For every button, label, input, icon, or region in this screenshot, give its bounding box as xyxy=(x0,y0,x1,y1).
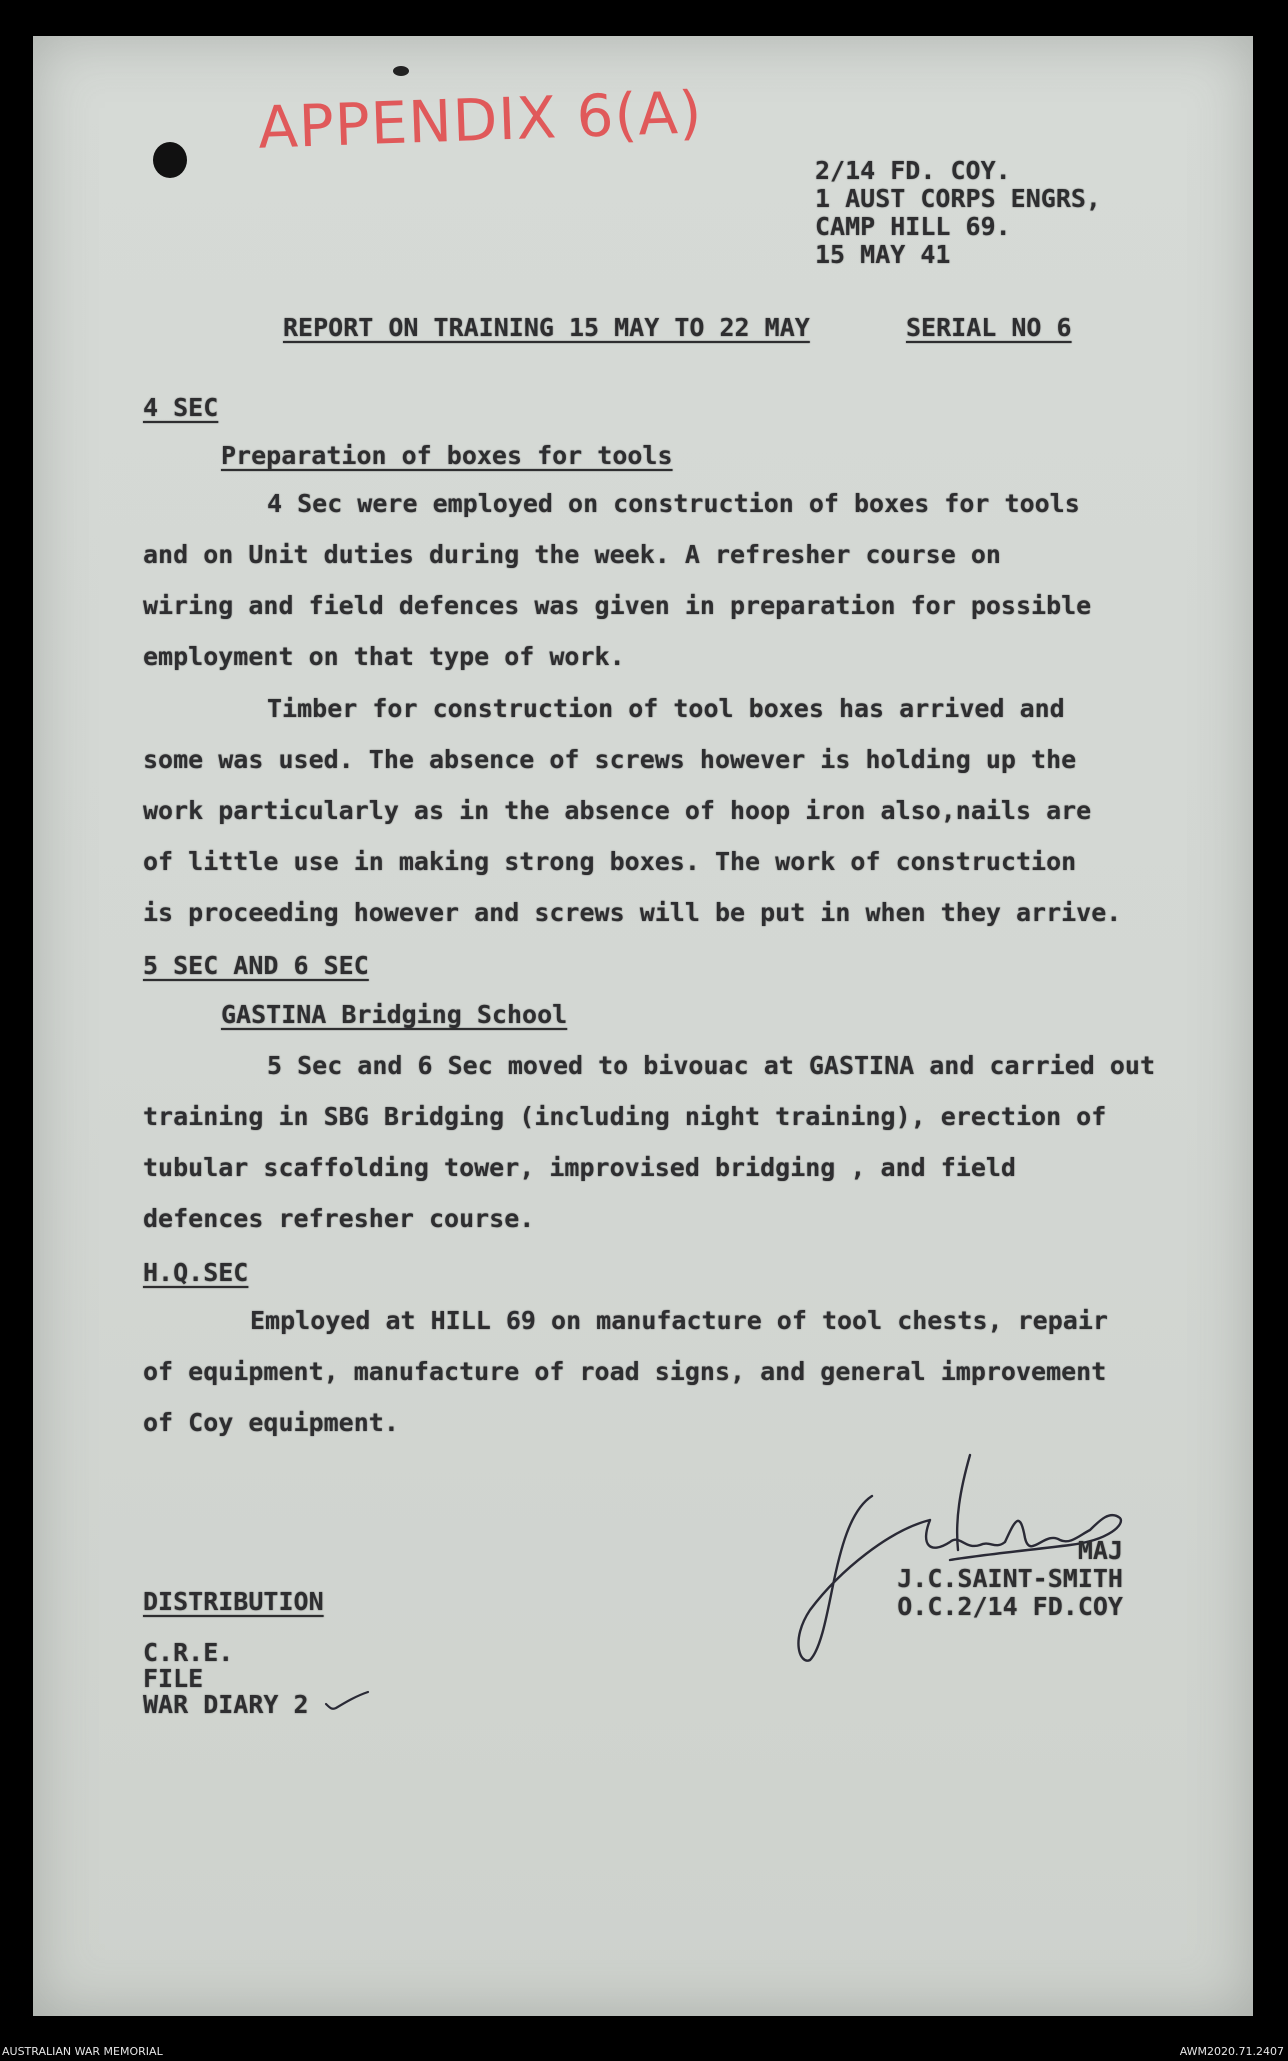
tick-mark xyxy=(324,1690,370,1712)
text-line: wiring and field defences was given in preparation for possible xyxy=(143,591,1092,620)
text-line: defences refresher course. xyxy=(143,1204,535,1233)
text-line: of equipment, manufacture of road signs, and general improvement xyxy=(143,1357,1107,1386)
appendix-annotation: APPENDIX 6(A) xyxy=(256,78,704,162)
report-title: REPORT ON TRAINING 15 MAY TO 22 MAY xyxy=(283,313,810,342)
distribution-item: FILE xyxy=(143,1664,204,1693)
distribution-item: WAR DIARY 2 xyxy=(143,1690,309,1719)
footer-accession-number: AWM2020.71.2407 xyxy=(1179,2045,1284,2058)
signatory-unit: O.C.2/14 FD.COY xyxy=(897,1592,1123,1621)
paragraph-bridging xyxy=(143,1040,1155,1244)
text-line: of Coy equipment. xyxy=(143,1408,399,1437)
signatory-name: J.C.SAINT-SMITH xyxy=(897,1564,1123,1593)
subheading-tool-boxes: Preparation of boxes for tools xyxy=(221,441,673,470)
text-line: some was used. The absence of screws however is holding up the xyxy=(143,745,1077,774)
text-line: 4 Sec were employed on construction of boxes for tools xyxy=(267,489,1080,518)
distribution-item: C.R.E. xyxy=(143,1638,234,1667)
text-line: and on Unit duties during the week. A refresher course on xyxy=(143,540,1001,569)
address-line: 15 MAY 41 xyxy=(815,240,951,269)
text-line: training in SBG Bridging (including night training), erection of xyxy=(143,1102,1107,1131)
address-line: 2/14 FD. COY. xyxy=(815,156,1011,185)
section-heading-5-6-sec: 5 SEC AND 6 SEC xyxy=(143,951,369,980)
distribution-list xyxy=(143,1640,309,1718)
punch-hole-top xyxy=(393,66,409,76)
text-line: Employed at HILL 69 on manufacture of tool chests, repair xyxy=(250,1306,1108,1335)
paragraph-hq xyxy=(143,1295,1108,1448)
address-line: 1 AUST CORPS ENGRS, xyxy=(815,184,1101,213)
punch-hole xyxy=(153,142,187,178)
text-line: is proceeding however and screws will be put in when they arrive. xyxy=(143,898,1122,927)
serial-number: SERIAL NO 6 xyxy=(906,313,1072,342)
paragraph-timber xyxy=(143,683,1121,938)
text-line: Timber for construction of tool boxes has arrived and xyxy=(267,694,1065,723)
signatory-rank: MAJ xyxy=(1077,1536,1123,1565)
text-line: work particularly as in the absence of hoop iron also,nails are xyxy=(143,796,1092,825)
section-heading-4-sec: 4 SEC xyxy=(143,393,219,422)
subheading-bridging-school: GASTINA Bridging School xyxy=(221,1000,568,1029)
text-line: 5 Sec and 6 Sec moved to bivouac at GASTINA and carried out xyxy=(267,1051,1156,1080)
signature-block xyxy=(880,1537,1123,1621)
text-line: employment on that type of work. xyxy=(143,642,625,671)
paragraph-4-sec-duties xyxy=(143,478,1091,682)
text-line: tubular scaffolding tower, improvised bridging , and field xyxy=(143,1153,1016,1182)
text-line: of little use in making strong boxes. The work of construction xyxy=(143,847,1077,876)
distribution-heading: DISTRIBUTION xyxy=(143,1587,324,1616)
footer-institution: AUSTRALIAN WAR MEMORIAL xyxy=(2,2045,163,2058)
section-heading-hq-sec: H.Q.SEC xyxy=(143,1258,249,1287)
address-line: CAMP HILL 69. xyxy=(815,212,1011,241)
sender-address xyxy=(815,157,1101,269)
